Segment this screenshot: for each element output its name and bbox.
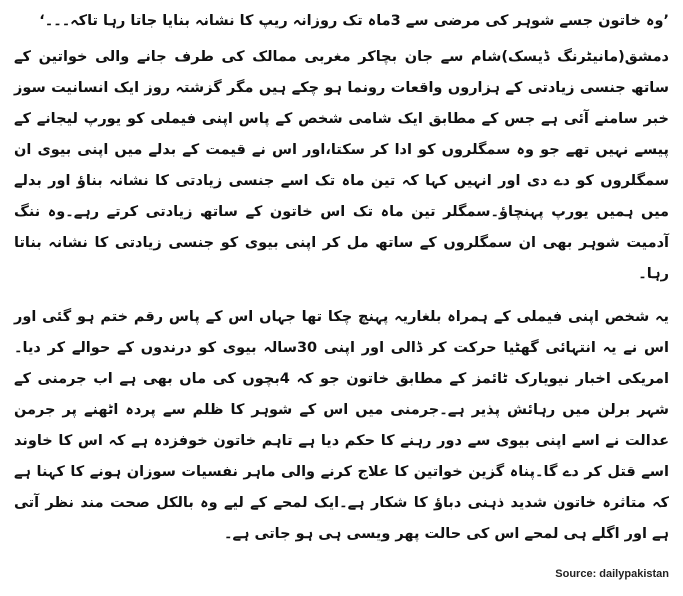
article-headline: ’وہ خاتون جسے شوہر کی مرضی سے 3ماہ تک روزانہ ریپ کا نشانہ بنایا جاتا رہا تاکہ۔۔۔‘ <box>39 13 669 29</box>
article <box>14 6 669 562</box>
source-credit: Source: dailypakistan <box>555 568 669 580</box>
article-paragraph-2: یہ شخص اپنی فیملی کے ہمراہ بلغاریہ پہنچ چکا تھا جہاں اس کے پاس رقم ختم ہو گئی اور اس نے یہ انتہائی گھٹیا حرکت کر ڈالی اور اپنی 30سالہ بیوی کو درندوں کے حوالے کر دیا۔امریکی اخبار نیویارک ٹائمز کے مطابق خاتون جو کہ 4بچوں کی ماں بھی ہے اب جرمنی کے شہر برلن میں رہائش پذیر ہے۔جرمنی میں اس کے شوہر کا ظلم سے پردہ اٹھنے پر جرمن عدالت نے اسے اپنی بیوی سے دور رہنے کا حکم دیا ہے تاہم خاتون خوفزدہ ہے کہ اس کا خاوند اسے قتل کر دے گا۔پناہ گزین خواتین کا علاج کرنے والی ماہر نفسیات سوزان ہونے کا کہنا ہے کہ متاثرہ خاتون شدید ذہنی دباﺅ کا شکار ہے۔ایک لمحے کے لیے وہ بالکل صحت مند نظر آتی ہے اور اگلے ہی لمحے اس کی حالت پھر ویسی ہی ہو جاتی ہے۔ <box>14 309 669 542</box>
article-paragraph-1: دمشق(مانیٹرنگ ڈیسک)شام سے جان بچاکر مغربی ممالک کی طرف جانے والی خواتین کے ساتھ جنسی زیادتی کے ہزاروں واقعات رونما ہو چکے ہیں مگر گزشتہ روز ایک انسانیت سوز خبر سامنے آئی ہے جس کے مطابق ایک شامی شخص کے پاس اپنی فیملی کو یورپ لیجانے کے پیسے نہیں تھے جو وہ سمگلروں کو ادا کر سکتا،اور اس نے قیمت کے بدلے میں اپنی بیوی ان سمگلروں کو دے دی اور انہیں کہا کہ تین ماہ تک اسے جنسی زیادتی کا نشانہ بناﺅ اور بدلے میں ہمیں یورپ پہنچاﺅ۔سمگلر تین ماہ تک اس خاتون کے ساتھ زیادتی کرتے رہے۔وہ ننگ آدمیت شوہر بھی ان سمگلروں کے ساتھ مل کر اپنی بیوی کو جنسی زیادتی کا نشانہ بناتا رہا۔ <box>14 49 669 282</box>
